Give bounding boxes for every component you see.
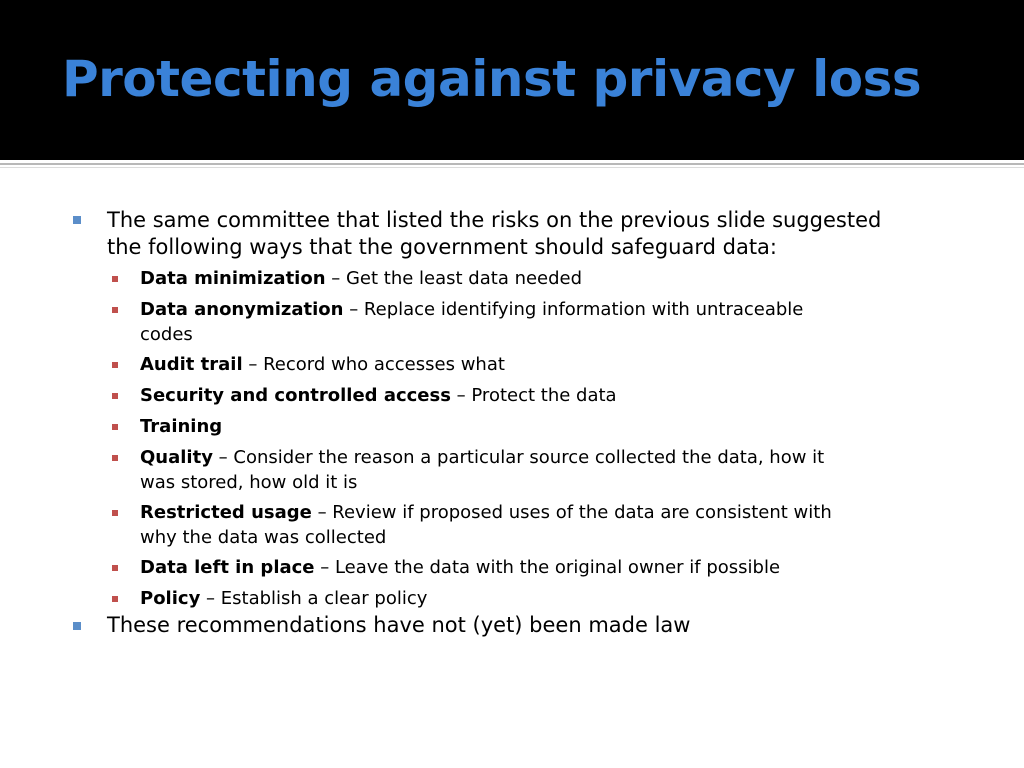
- square-bullet-icon: [73, 622, 81, 630]
- sub-bullet-desc: – Get the least data needed: [325, 268, 583, 289]
- sub-bullet: [140, 353, 1000, 377]
- bullet-line: These recommendations have not (yet) been made law: [107, 613, 691, 637]
- sub-bullet: [140, 556, 1000, 580]
- sub-bullet-desc: – Record who accesses what: [242, 354, 505, 375]
- sub-bullet-term: Data anonymization: [140, 299, 344, 320]
- bullet-line: the following ways that the government should safeguard data:: [107, 235, 777, 259]
- sub-bullet: [140, 384, 1000, 408]
- sub-bullet-term: Training: [140, 416, 223, 437]
- sub-bullet-continuation: codes: [140, 324, 193, 345]
- sub-bullet-desc: – Establish a clear policy: [200, 588, 428, 609]
- sub-bullet-term: Security and controlled access: [140, 385, 451, 406]
- square-bullet-icon: [112, 307, 118, 313]
- sub-bullet-desc: – Consider the reason a particular source collected the data, how it: [212, 447, 825, 468]
- sub-bullet-term: Quality: [140, 447, 213, 468]
- sub-bullet-continuation: was stored, how old it is: [140, 472, 358, 493]
- square-bullet-icon: [73, 216, 81, 224]
- sub-bullet-desc: – Review if proposed uses of the data are consistent with: [311, 502, 832, 523]
- sub-bullet-desc: – Leave the data with the original owner if possible: [314, 557, 781, 578]
- square-bullet-icon: [112, 393, 118, 399]
- square-bullet-icon: [112, 455, 118, 461]
- sub-bullet: [140, 298, 1000, 322]
- sub-bullet-desc: – Replace identifying information with untraceable: [343, 299, 804, 320]
- square-bullet-icon: [112, 362, 118, 368]
- slide-title: Protecting against privacy loss: [62, 50, 922, 108]
- square-bullet-icon: [112, 565, 118, 571]
- sub-bullet: [140, 415, 1000, 439]
- sub-bullet-continuation: why the data was collected: [140, 527, 387, 548]
- sub-bullet-term: Audit trail: [140, 354, 243, 375]
- sub-bullet: [140, 501, 1000, 525]
- sub-bullet: [140, 587, 1000, 611]
- sub-bullet: [140, 267, 1000, 291]
- sub-bullet-term: Policy: [140, 588, 201, 609]
- sub-bullet: [140, 446, 1000, 470]
- sub-bullet-desc: – Protect the data: [450, 385, 617, 406]
- square-bullet-icon: [112, 510, 118, 516]
- square-bullet-icon: [112, 596, 118, 602]
- sub-bullet-term: Restricted usage: [140, 502, 312, 523]
- bullet-line: The same committee that listed the risks on the previous slide suggested: [107, 208, 882, 232]
- square-bullet-icon: [112, 276, 118, 282]
- sub-bullet-term: Data minimization: [140, 268, 326, 289]
- sub-bullet-term: Data left in place: [140, 557, 315, 578]
- square-bullet-icon: [112, 424, 118, 430]
